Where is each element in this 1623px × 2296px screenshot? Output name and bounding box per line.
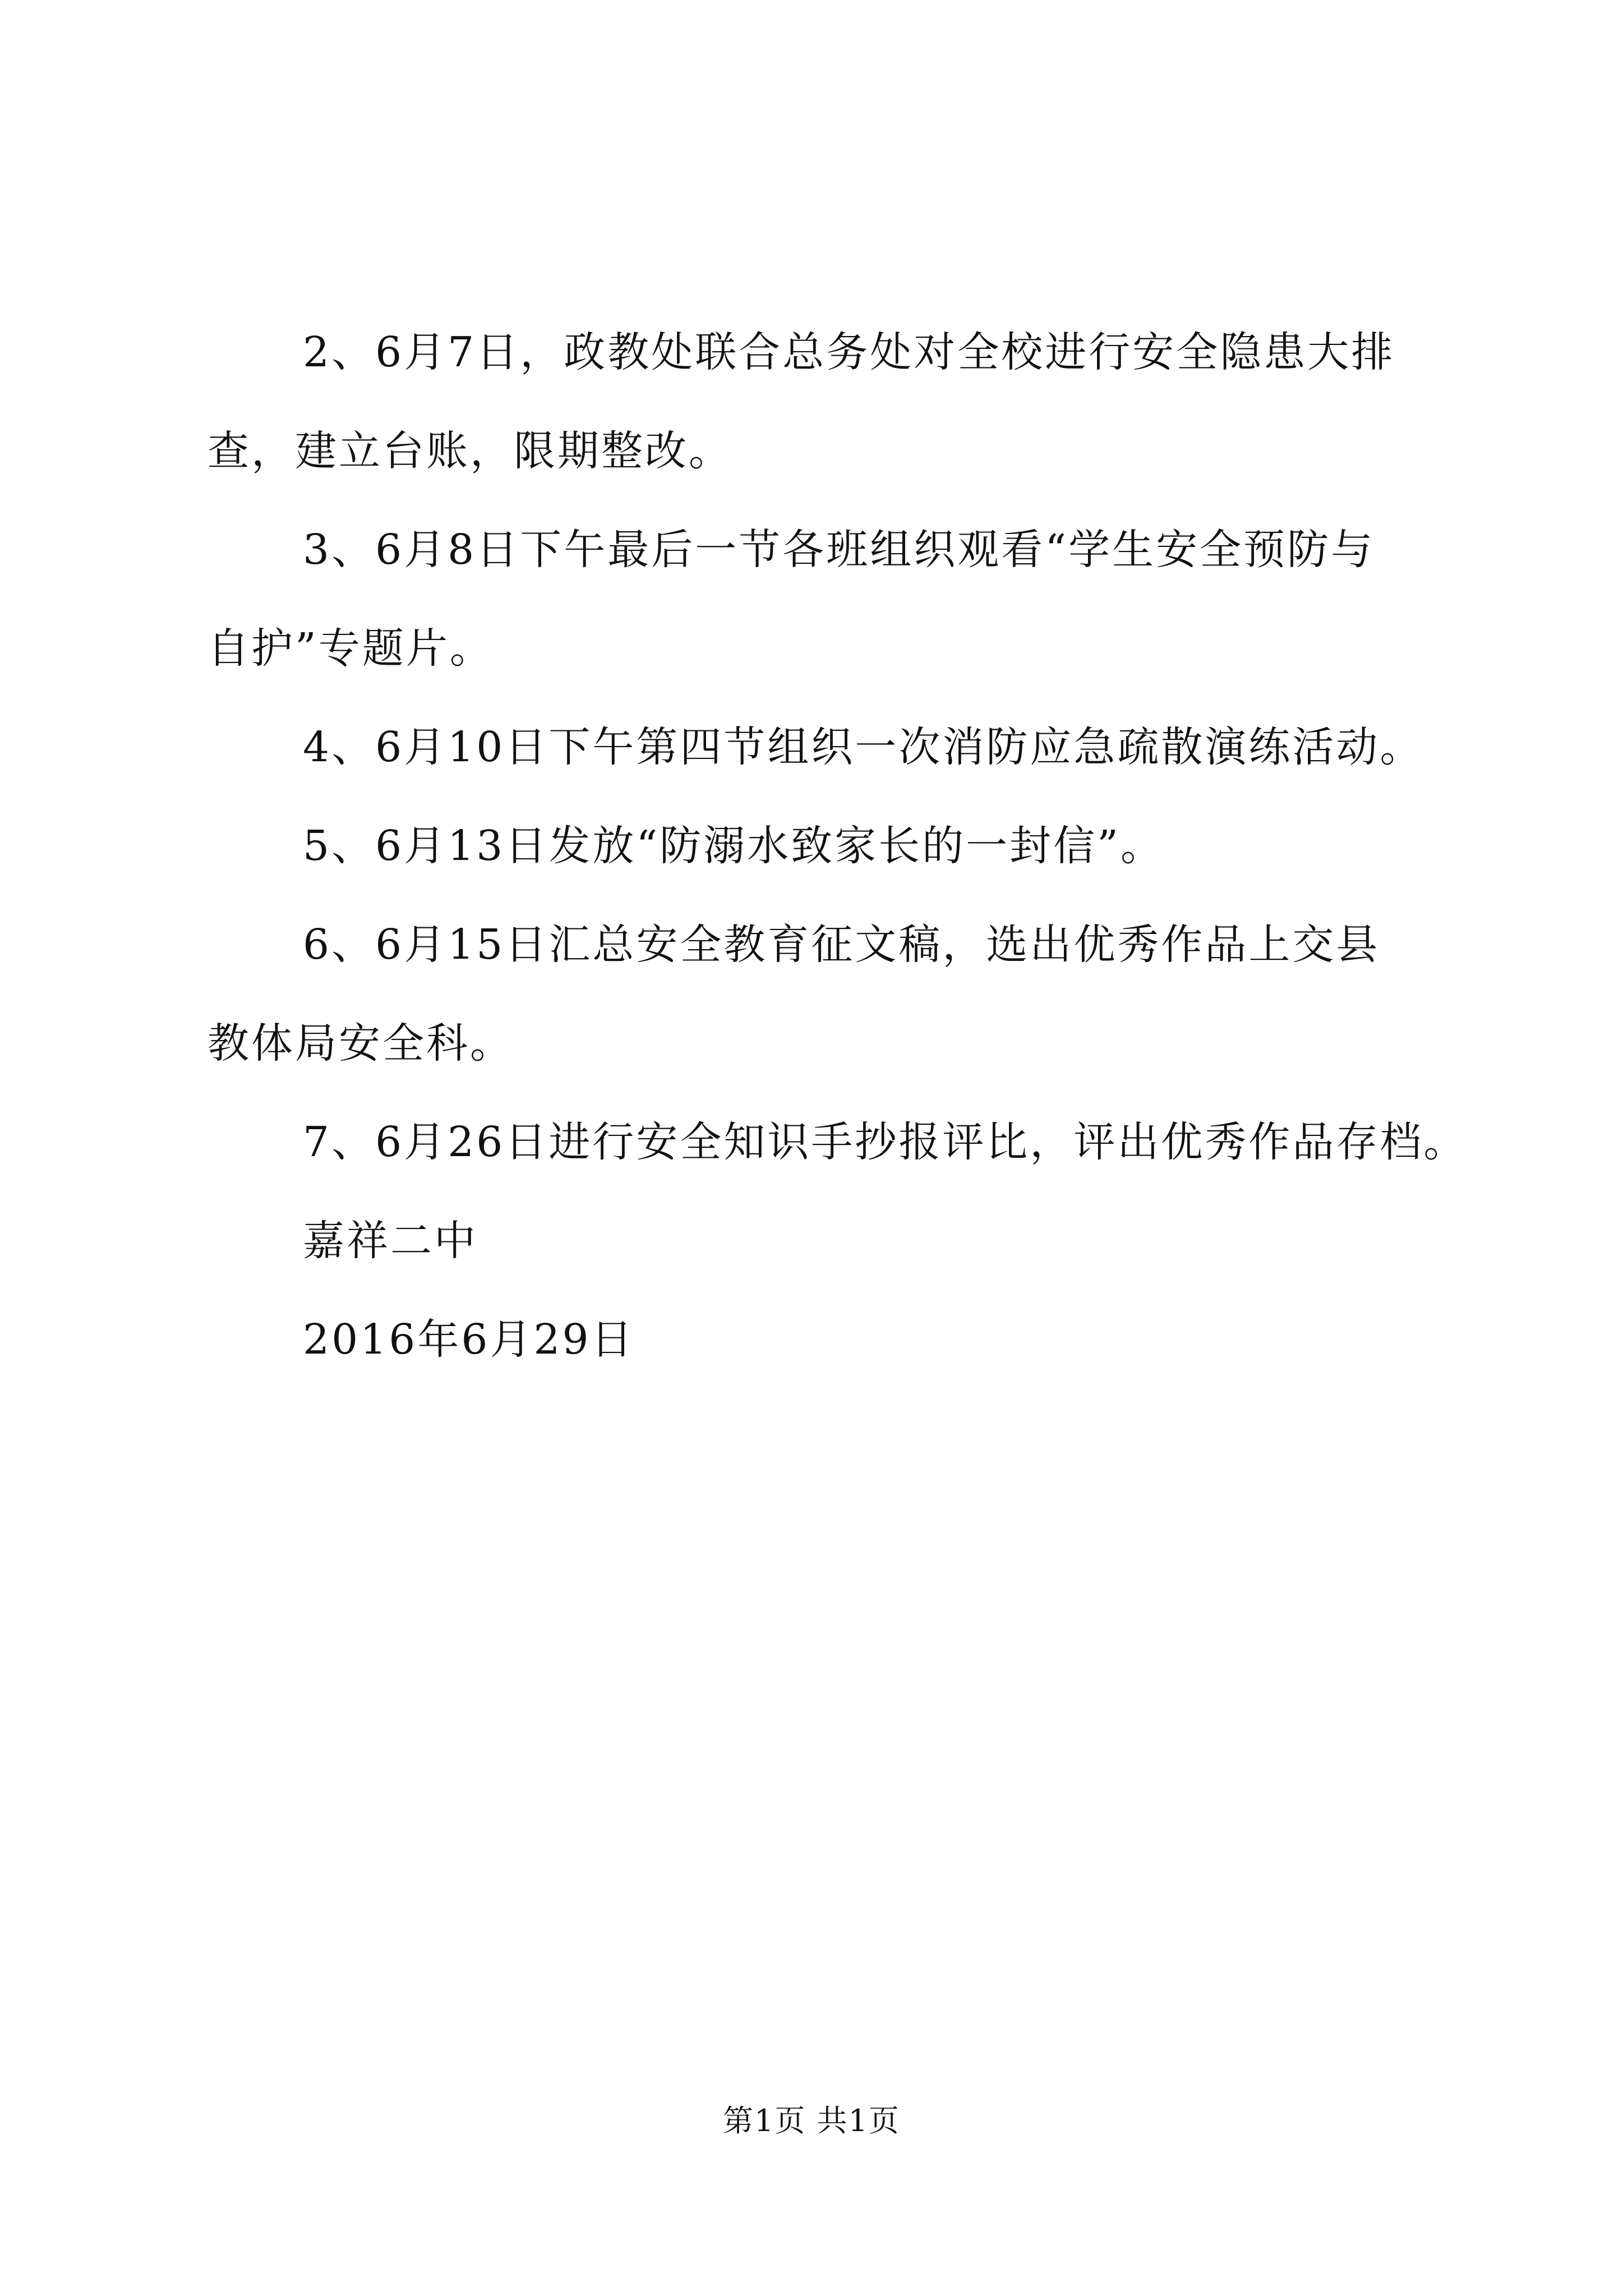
paragraph-item-4: 4、6月10日下午第四节组织一次消防应急疏散演练活动。 xyxy=(303,723,1424,771)
paragraph-item-7: 7、6月26日进行安全知识手抄报评比，评出优秀作品存档。 xyxy=(303,1118,1468,1166)
signature-organization: 嘉祥二中 xyxy=(303,1217,478,1265)
paragraph-item-6: 6、6月15日汇总安全教育征文稿，选出优秀作品上交县教体局安全科。 xyxy=(208,921,1380,1068)
paragraph-item-3: 3、6月8日下午最后一节各班组织观看“学生安全预防与自护”专题片。 xyxy=(208,526,1375,673)
paragraph-item-2: 2、6月7日，政教处联合总务处对全校进行安全隐患大排查，建立台账，限期整改。 xyxy=(208,328,1395,475)
document-body xyxy=(208,303,1468,1389)
signature-date: 2016年6月29日 xyxy=(303,1315,635,1364)
page-footer: 第1页 共1页 xyxy=(723,2103,900,2138)
paragraph-item-5: 5、6月13日发放“防溺水致家长的一封信”。 xyxy=(303,822,1164,870)
